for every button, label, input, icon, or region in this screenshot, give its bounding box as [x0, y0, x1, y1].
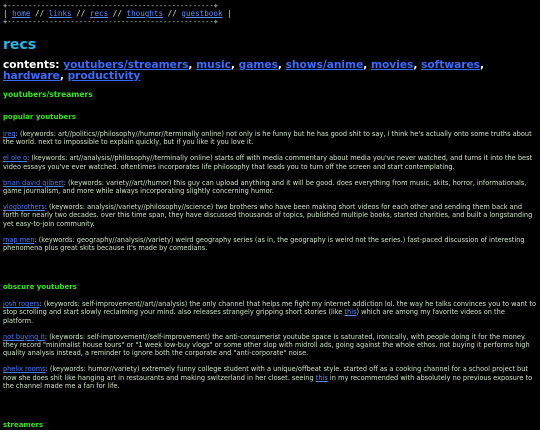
youtuber-link[interactable]: phelix rooms [3, 365, 46, 374]
contents-nav: contents: youtubers/streamers, music, games, shows/anime, movies, softwares, hardware, productivity [3, 59, 485, 82]
contents-link-shows[interactable]: shows/anime [285, 59, 364, 71]
youtuber-description: : (keywords: humor//variety) extremely funny college student with a unique/offbeat style. started off as a cooking channel for a school project but now she does shit like hanging art in restaurants and making switzerland in her closet. seeing [3, 365, 529, 382]
contents-label: contents: [3, 59, 60, 71]
youtuber-description: : (keywords: art//politics//philosophy//humor//terminally online) not only is he funny but he has good shit to say, i think he's actually onto some truths about the world. next to impossible to explain quickly, but if you like it you love it. [3, 130, 532, 147]
nav-pipe-left: | [3, 9, 13, 18]
section-heading: youtubers/streamers [3, 90, 93, 99]
list-item [3, 300, 537, 325]
youtuber-description: : (keywords: geography//analysis//variety) weird geography series (as in, the geography is weird not the series.) fast-paced discussion of interesting phenomena plus great skits because it's made by comedians. [3, 235, 525, 253]
list-item [3, 154, 537, 170]
nav-border-bottom: +-------------------------------------------------+ [3, 18, 218, 26]
youtuber-description-end: ) which are among my favorite videos on the platform. [3, 308, 505, 325]
contents-link-games[interactable]: games [238, 59, 278, 71]
youtuber-description: : (keywords: self-improvement//art//analysis) the only channel that helps me fight my internet addiction lol. the way he talks convinces you to want to stop scrolling and start slowly reclaiming your mind. also releases strangely gripping short stories (like [3, 300, 537, 317]
youtuber-link[interactable]: vlogbrothers [3, 203, 45, 212]
youtuber-link[interactable]: brian david gilbert [3, 178, 64, 187]
nav-link-recs[interactable]: recs [89, 9, 109, 18]
nav-link-guestbook[interactable]: guestbook [181, 9, 223, 18]
page [3, 2, 537, 430]
list-item [3, 179, 537, 195]
youtuber-link[interactable]: not buying it [3, 332, 45, 341]
youtuber-link[interactable]: map men [3, 235, 35, 244]
nav-link-home[interactable]: home [12, 9, 31, 18]
page-title: recs [3, 37, 37, 53]
contents-link-music[interactable]: music [196, 59, 231, 71]
list-item [3, 203, 537, 228]
youtuber-description: : (keywords: self-improvement//self-improvement) the anti-consumerist youtube space is saturated, ironically, with people doing it for the money. they record "minimalist house tours" or "1 week low-buy vlogs" or some other slop with midroll ads, going against the whole ethos. not buying it performs high quality analysis instead, a reminder to ignore both the corporate and "anti-corporate" noise. [3, 332, 530, 358]
nav-bar [3, 10, 537, 18]
youtuber-description: : (keywords: art//analysis//philosophy//terminally online) starts off with media commentary about media you've never watched, and turns it into the best video essays you've ever watched. oftentimes incorporates life philosophy that leads you to turn off the screen and start contemplating. [3, 154, 533, 171]
nav-separator: // [108, 9, 127, 18]
inline-link[interactable]: this [344, 308, 357, 317]
contents-link-youtubers[interactable]: youtubers/streamers [63, 59, 189, 71]
youtuber-description-end: in my recommended with absolutely no previous exposure to the channel made me a fan for life. [3, 373, 533, 390]
list-item [3, 236, 537, 252]
youtuber-link[interactable]: josh rogers [3, 300, 40, 309]
nav-separator: // [30, 9, 49, 18]
youtuber-description: : (keywords: analysis//variety//philosophy//science) two brothers who have been making short videos for each other and sending them back and forth for nearly two decades. over this time span, they have discussed thousands of topics, published multiple books, started charities, and built a longstanding yet easy-to-join community. [3, 203, 533, 228]
nav-pipe-right: | [222, 9, 232, 18]
list-item [3, 333, 537, 358]
popular-heading: popular youtubers [3, 113, 76, 121]
nav-link-thoughts[interactable]: thoughts [126, 9, 164, 18]
spacer [3, 252, 537, 270]
nav-separator: // [163, 9, 182, 18]
nav-border-top: +-------------------------------------------------+ [3, 2, 218, 10]
obscure-heading: obscure youtubers [3, 283, 77, 292]
youtuber-link[interactable]: el ole o [3, 154, 28, 163]
nav-link-links[interactable]: links [48, 9, 72, 18]
youtuber-description: : (keywords: variety//art//humor) this guy can upload anything and it will be good. does everything from music, skits, horror, informationals, game journalism, and more while always incorporating slightly concerning humor. [3, 178, 527, 196]
streamers-heading: streamers [3, 421, 44, 430]
contents-link-hardware[interactable]: hardware [3, 70, 60, 82]
contents-link-productivity[interactable]: productivity [67, 70, 141, 82]
contents-link-movies[interactable]: movies [370, 59, 414, 71]
contents-link-softwares[interactable]: softwares [421, 59, 480, 71]
nav-separator: // [71, 9, 90, 18]
youtuber-link[interactable]: jreg [3, 130, 16, 138]
list-item [3, 130, 537, 146]
list-item [3, 365, 537, 390]
spacer [3, 390, 537, 408]
inline-link[interactable]: this [315, 373, 328, 382]
